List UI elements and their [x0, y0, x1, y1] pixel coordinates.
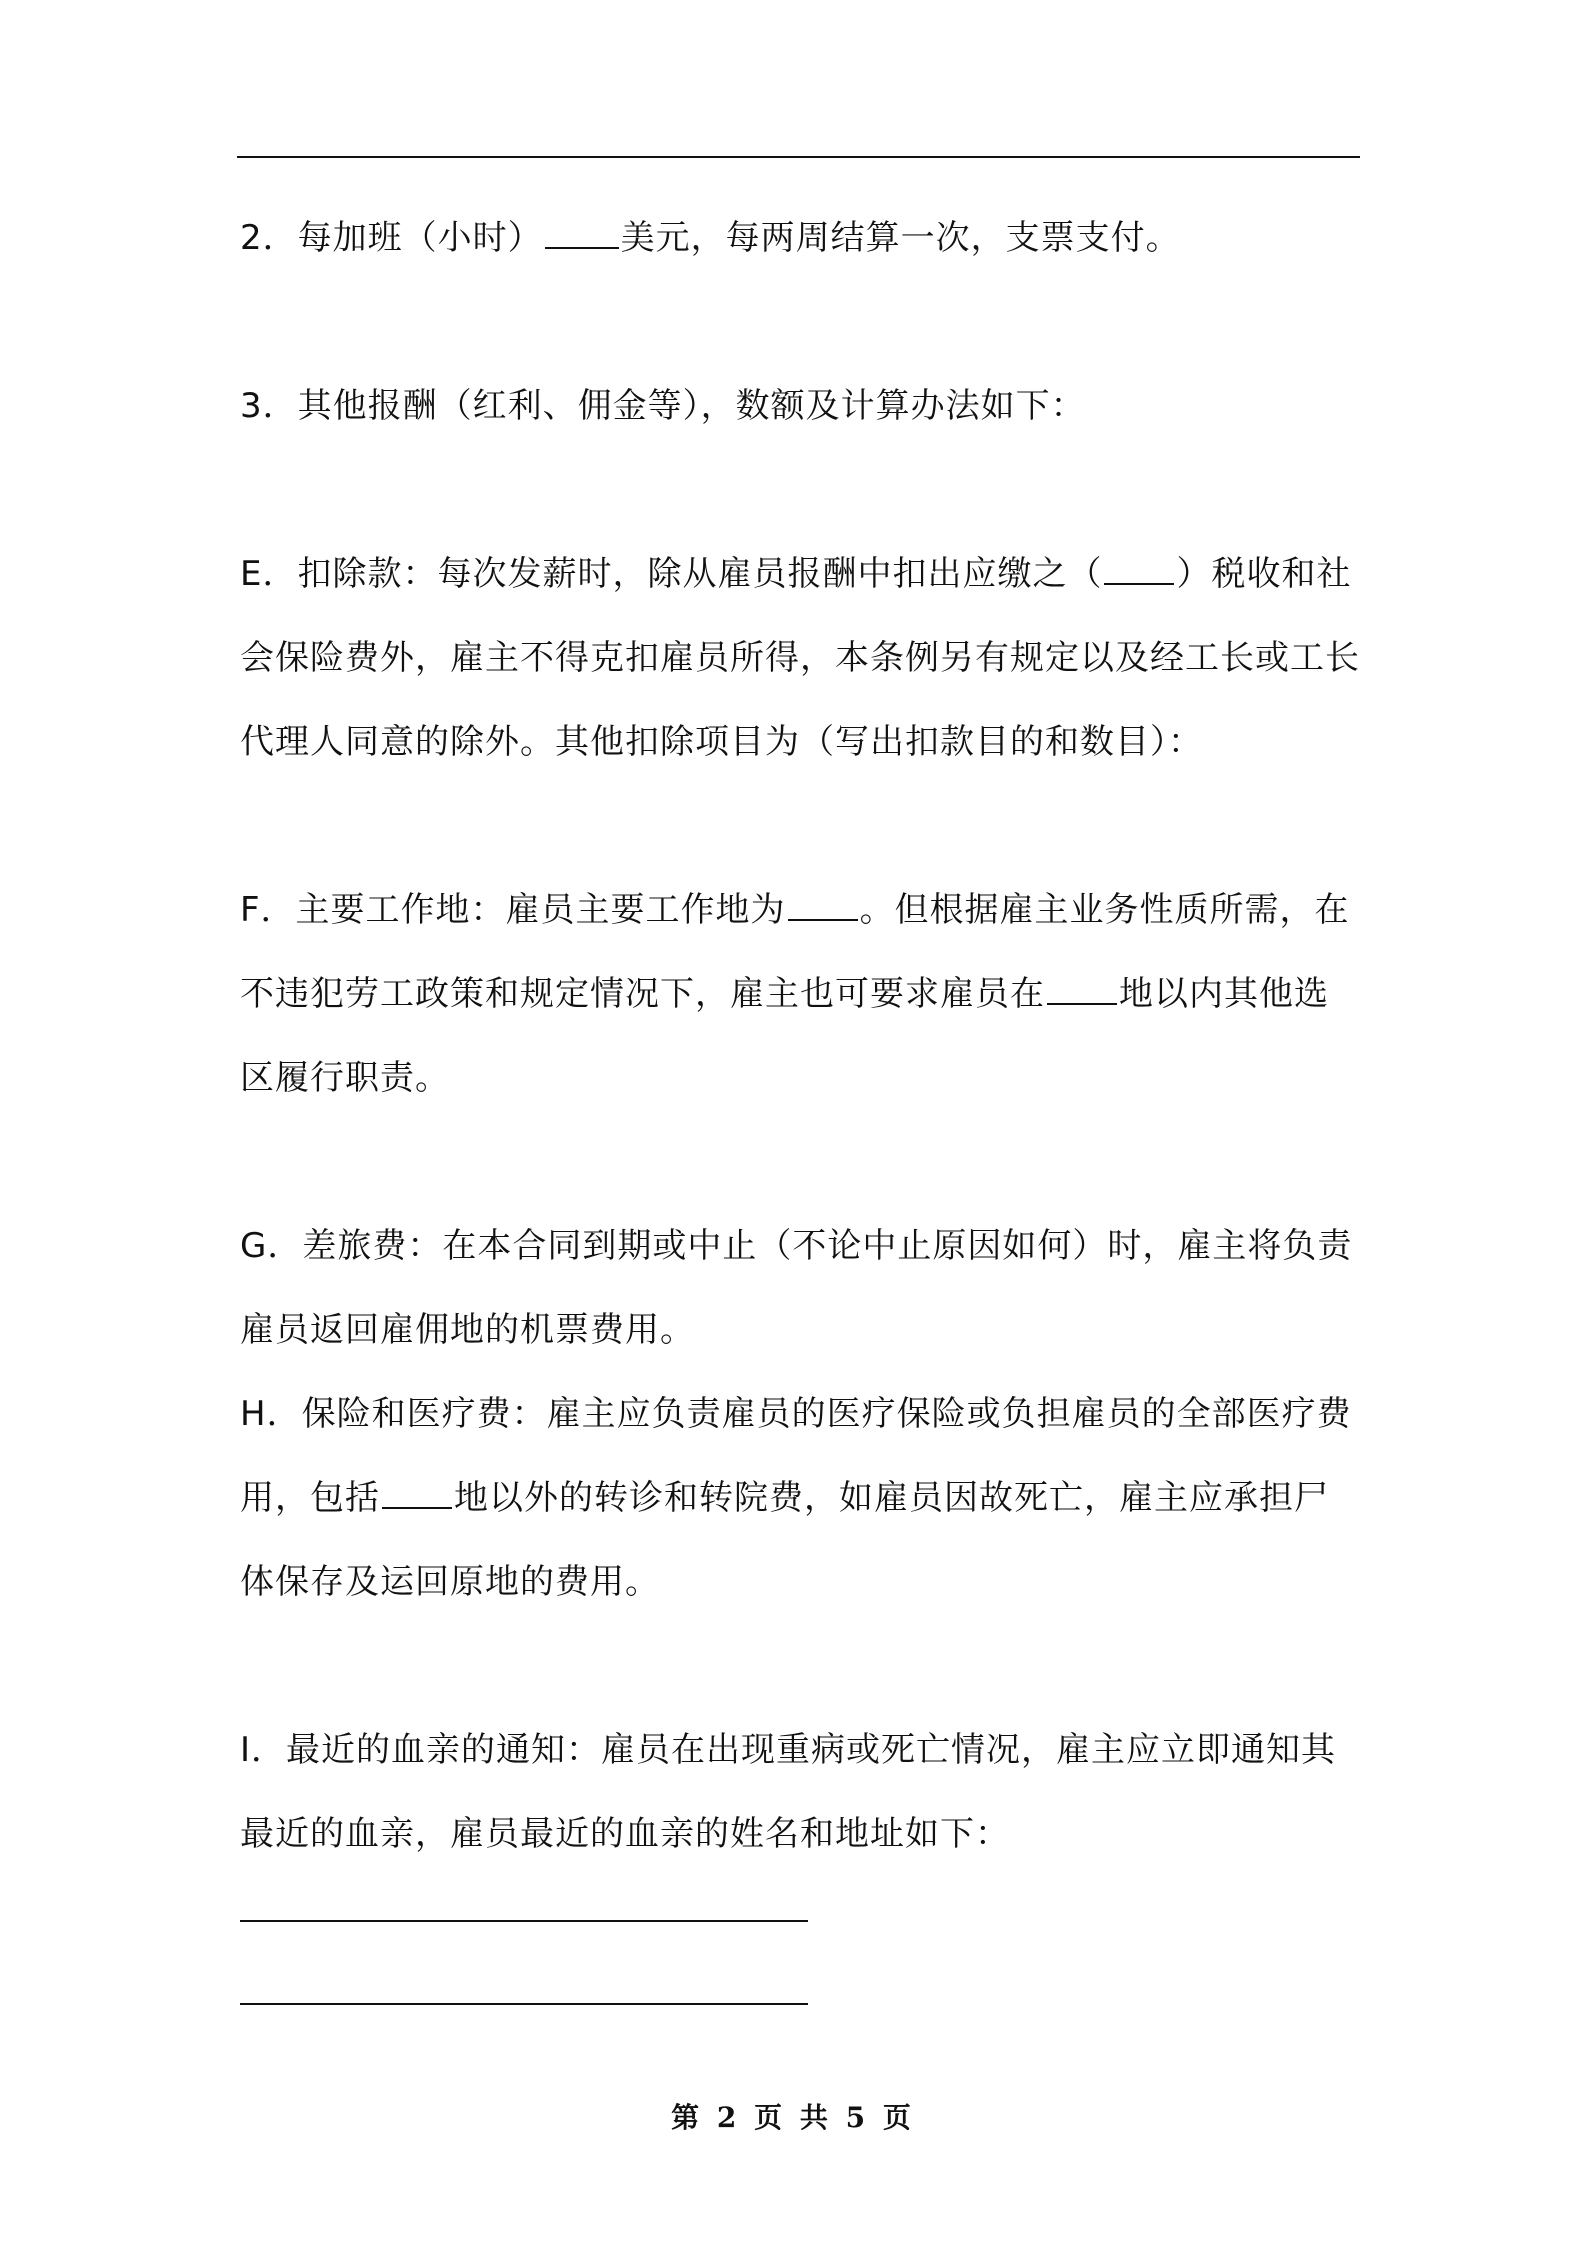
paragraph-text: G．差旅费：在本合同到期或中止（不论中止原因如何）时，雇主将负责雇员返回雇佣地的机票费用。	[240, 1226, 1353, 1350]
paragraph-h-insurance	[240, 1372, 1360, 1624]
fill-in-blank[interactable]	[1104, 557, 1174, 585]
paragraph-3-other-pay	[240, 364, 1360, 448]
paragraph-e-deductions	[240, 532, 1360, 784]
paragraph-text: 地以外的转诊和转院费，如雇员因故死亡，雇主应承担尸体保存及运回原地的费用。	[240, 1478, 1329, 1602]
next-of-kin-address-line[interactable]	[240, 2003, 808, 2005]
paragraph-text: H．保险和医疗费：雇主应负责雇员的医疗保险或负担雇员的全部医疗费用，包括	[240, 1394, 1352, 1518]
paragraph-2-overtime	[240, 196, 1360, 280]
paragraph-text: ）税收和社会保险费外，雇主不得克扣雇员所得，本条例另有规定以及经工长或工长代理人同意的除外。其他扣除项目为（写出扣款目的和数目）：	[240, 554, 1360, 762]
fill-in-blank[interactable]	[1047, 977, 1117, 1005]
paragraph-text: 美元，每两周结算一次，支票支付。	[620, 218, 1181, 258]
next-of-kin-name-line[interactable]	[240, 1920, 808, 1922]
paragraph-text: 2．每加班（小时）	[240, 218, 543, 258]
paragraph-g-travel	[240, 1204, 1360, 1372]
paragraph-i-next-of-kin	[240, 1708, 1360, 1876]
paragraph-text: F．主要工作地：雇员主要工作地为	[240, 890, 786, 930]
paragraph-text: E．扣除款：每次发薪时，除从雇员报酬中扣出应缴之（	[240, 554, 1103, 594]
paragraph-text: 。但根据雇主业务性质所需，在不违犯劳工政策和规定情况下，雇主也可要求雇员在	[240, 890, 1350, 1014]
page-footer: 第 2 页 共 5 页	[671, 2101, 915, 2134]
paragraph-text: 3．其他报酬（红利、佣金等），数额及计算办法如下：	[240, 386, 1086, 426]
paragraph-text: 地以内其他选区履行职责。	[240, 974, 1329, 1098]
paragraph-f-workplace	[240, 868, 1360, 1120]
fill-in-blank[interactable]	[545, 221, 619, 249]
paragraph-text: I．最近的血亲的通知：雇员在出现重病或死亡情况，雇主应立即通知其最近的血亲，雇员最近的血亲的姓名和地址如下：	[240, 1730, 1337, 1854]
fill-in-blank[interactable]	[788, 893, 858, 921]
header-rule	[237, 156, 1360, 158]
fill-in-blank[interactable]	[382, 1481, 452, 1509]
document-body	[240, 196, 1360, 1876]
